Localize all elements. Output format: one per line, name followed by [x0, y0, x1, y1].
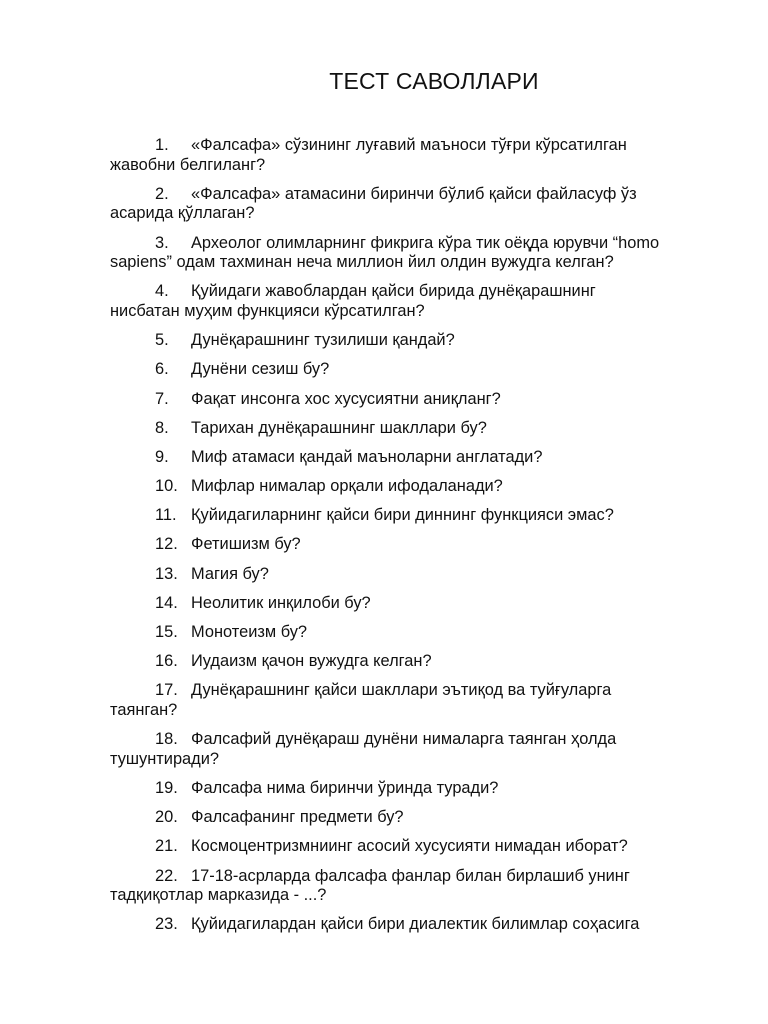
question-text-continued: асарида қўллаган?: [110, 204, 255, 223]
question-text: Қуйидагиларнинг қайси бири диннинг функцияси эмас?: [191, 506, 614, 525]
question-text: Фалсафанинг предмети бу?: [191, 808, 404, 827]
question-item: [110, 448, 710, 468]
question-number: 5.: [155, 331, 169, 350]
question-number: 20.: [155, 808, 178, 827]
question-text: Тарихан дунёқарашнинг шакллари бу?: [191, 418, 487, 437]
question-number: 12.: [155, 535, 178, 554]
question-item: [110, 506, 710, 526]
page-title: ТЕСТ САВОЛЛАРИ: [329, 68, 539, 94]
question-text-continued: таянган?: [110, 700, 178, 719]
question-number: 15.: [155, 623, 178, 641]
question-text: Фалсафа нима биринчи ўринда туради?: [191, 778, 499, 797]
question-text: Космоцентризмниинг асосий хусусияти нимадан иборат?: [191, 837, 628, 856]
question-text: Магия бу?: [191, 564, 269, 583]
question-text: Дунёқарашнинг қайси шакллари эътиқод ва туйғуларга: [191, 681, 612, 700]
question-number: 21.: [155, 837, 178, 856]
question-text-continued: тушунтиради?: [110, 749, 220, 768]
question-number: 10.: [155, 477, 178, 496]
question-list: [110, 136, 710, 944]
question-item: [110, 535, 710, 555]
question-text: Фалсафий дунёқараш дунёни нималарга таянган ҳолда: [191, 730, 617, 749]
question-text: «Фалсафа» сўзининг луғавий маъноси тўғри кўрсатилган: [191, 136, 627, 154]
question-item: [110, 808, 710, 828]
question-item: [110, 185, 710, 224]
question-item: [110, 282, 710, 321]
question-item: [110, 915, 710, 935]
question-text: Миф атамаси қандай маъноларни англатади?: [191, 447, 543, 466]
question-item: [110, 331, 710, 351]
question-number: 19.: [155, 778, 178, 797]
question-text: Дунёни сезиш бу?: [191, 360, 330, 379]
question-text: Мифлар нималар орқали ифодаланади?: [191, 477, 503, 496]
question-item: [110, 419, 710, 439]
question-number: 2.: [155, 184, 169, 203]
question-text: Қуйидагилардан қайси бири диалектик билимлар соҳасига: [191, 915, 640, 934]
question-text: Иудаизм қачон вужудга келган?: [191, 652, 432, 671]
question-text: Неолитик инқилоби бу?: [191, 593, 371, 612]
question-item: [110, 360, 710, 380]
question-text: Монотеизм бу?: [191, 623, 308, 641]
question-number: 17.: [155, 681, 178, 700]
question-text: Археолог олимларнинг фикрига кўра тик оёқда юрувчи “homo: [191, 233, 660, 252]
question-number: 22.: [155, 866, 178, 885]
question-number: 23.: [155, 915, 178, 934]
question-text: 17-18-асрларда фалсафа фанлар билан бирлашиб унинг: [191, 866, 630, 885]
question-text: Дунёқарашнинг тузилиши қандай?: [191, 331, 455, 350]
question-text-continued: тадқиқотлар марказида - ...?: [110, 886, 327, 905]
question-number: 16.: [155, 652, 178, 671]
question-text: Фетишизм бу?: [191, 535, 301, 554]
question-text-continued: sapiens” одам тахминан неча миллион йил олдин вужудга келган?: [110, 253, 614, 272]
question-item: [110, 565, 710, 585]
question-number: 9.: [155, 447, 169, 466]
question-item: [110, 623, 710, 643]
question-number: 13.: [155, 564, 178, 583]
question-item: [110, 681, 710, 720]
question-item: [110, 390, 710, 410]
question-number: 4.: [155, 282, 169, 301]
question-number: 8.: [155, 418, 169, 437]
question-number: 14.: [155, 593, 178, 612]
question-item: [110, 136, 710, 175]
question-text: Фақат инсонга хос хусусиятни аниқланг?: [191, 389, 501, 408]
question-number: 11.: [155, 506, 177, 525]
question-text-continued: жавобни белгиланг?: [110, 155, 266, 174]
question-number: 18.: [155, 730, 178, 749]
question-number: 6.: [155, 360, 169, 379]
question-item: [110, 779, 710, 799]
question-item: [110, 477, 710, 497]
question-number: 3.: [155, 233, 169, 252]
question-item: [110, 730, 710, 769]
question-item: [110, 234, 710, 273]
question-item: [110, 594, 710, 614]
question-text-continued: нисбатан муҳим функцияси кўрсатилган?: [110, 301, 425, 320]
question-item: [110, 652, 710, 672]
question-text: Қуйидаги жавоблардан қайси бирида дунёқарашнинг: [191, 282, 596, 301]
question-item: [110, 837, 710, 857]
question-number: 1.: [155, 136, 169, 154]
question-text: «Фалсафа» атамасини биринчи бўлиб қайси файласуф ўз: [191, 184, 637, 203]
question-item: [110, 867, 710, 906]
question-number: 7.: [155, 389, 169, 408]
